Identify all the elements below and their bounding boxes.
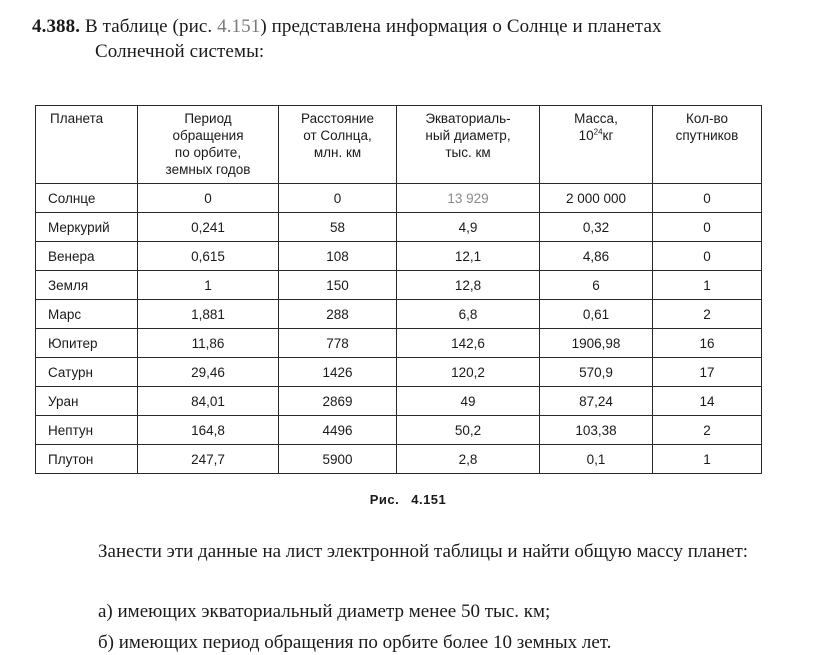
cell-moons: 0	[653, 213, 762, 242]
cell-distance: 58	[279, 213, 397, 242]
cell-period: 0,615	[138, 242, 279, 271]
table-row	[36, 358, 762, 387]
caption-prefix: Рис.	[369, 492, 400, 507]
cell-planet: Земля	[36, 271, 138, 300]
task-item-b: б) имеющих период обращения по орбите более 10 земных лет.	[98, 632, 612, 653]
table-row	[36, 329, 762, 358]
cell-planet: Сатурн	[36, 358, 138, 387]
cell-planet: Уран	[36, 387, 138, 416]
cell-moons: 16	[653, 329, 762, 358]
cell-moons: 0	[653, 184, 762, 213]
cell-mass: 0,32	[540, 213, 653, 242]
cell-moons: 2	[653, 416, 762, 445]
problem-text-line2: Солнечной системы:	[95, 41, 265, 62]
caption-number: 4.151	[411, 492, 447, 507]
table-row	[36, 300, 762, 329]
cell-period: 84,01	[138, 387, 279, 416]
cell-distance: 150	[279, 271, 397, 300]
cell-planet: Юпитер	[36, 329, 138, 358]
cell-diameter: 6,8	[397, 300, 540, 329]
cell-planet: Нептун	[36, 416, 138, 445]
task-intro: Занести эти данные на лист электронной таблицы и найти общую массу планет:	[98, 541, 749, 562]
cell-moons: 17	[653, 358, 762, 387]
cell-distance: 2869	[279, 387, 397, 416]
cell-distance: 778	[279, 329, 397, 358]
solar-system-table	[35, 105, 762, 474]
cell-planet: Марс	[36, 300, 138, 329]
cell-planet: Солнце	[36, 184, 138, 213]
cell-distance: 5900	[279, 445, 397, 474]
header-mass: Масса, $10^{24}кг$	[540, 106, 653, 184]
cell-planet: Венера	[36, 242, 138, 271]
table-row	[36, 242, 762, 271]
cell-mass: 1906,98	[540, 329, 653, 358]
cell-distance: 288	[279, 300, 397, 329]
cell-distance: 1426	[279, 358, 397, 387]
cell-diameter: 2,8	[397, 445, 540, 474]
cell-diameter: 50,2	[397, 416, 540, 445]
table-row	[36, 213, 762, 242]
cell-period: 0,241	[138, 213, 279, 242]
cell-planet: Плутон	[36, 445, 138, 474]
cell-planet: Меркурий	[36, 213, 138, 242]
cell-moons: 1	[653, 445, 762, 474]
table-row	[36, 184, 762, 213]
cell-mass: 0,1	[540, 445, 653, 474]
figure-reference: 4.151	[217, 16, 261, 37]
problem-text-start: В таблице (рис.	[84, 16, 218, 37]
cell-period: 1	[138, 271, 279, 300]
cell-moons: 1	[653, 271, 762, 300]
cell-period: 11,86	[138, 329, 279, 358]
cell-period: 0	[138, 184, 279, 213]
header-period: Период обращения по орбите, земных годов	[138, 106, 279, 184]
cell-moons: 0	[653, 242, 762, 271]
cell-mass: 103,38	[540, 416, 653, 445]
cell-diameter: 4,9	[397, 213, 540, 242]
cell-diameter: 120,2	[397, 358, 540, 387]
table-row	[36, 416, 762, 445]
problem-number: 4.388.	[32, 16, 81, 37]
table-row	[36, 445, 762, 474]
cell-mass: 4,86	[540, 242, 653, 271]
header-distance: Расстояние от Солнца, млн. км	[279, 106, 397, 184]
cell-moons: 2	[653, 300, 762, 329]
cell-mass: 6	[540, 271, 653, 300]
cell-distance: 4496	[279, 416, 397, 445]
problem-statement	[32, 14, 792, 64]
table-header-row	[36, 106, 762, 184]
cell-mass: 87,24	[540, 387, 653, 416]
cell-period: 1,881	[138, 300, 279, 329]
cell-moons: 14	[653, 387, 762, 416]
table-row	[36, 387, 762, 416]
cell-diameter: 12,8	[397, 271, 540, 300]
cell-diameter: 13 929	[397, 184, 540, 213]
problem-text-end: ) представлена информация о Солнце и планетах	[260, 16, 662, 37]
task-item-a: а) имеющих экваториальный диаметр менее 50 тыс. км;	[98, 601, 551, 622]
header-moons: Кол-во спутников	[653, 106, 762, 184]
figure-caption	[0, 492, 816, 507]
cell-mass: 2 000 000	[540, 184, 653, 213]
cell-period: 29,46	[138, 358, 279, 387]
cell-mass: 0,61	[540, 300, 653, 329]
cell-period: 247,7	[138, 445, 279, 474]
cell-distance: 0	[279, 184, 397, 213]
cell-diameter: 12,1	[397, 242, 540, 271]
header-planet: Планета	[36, 106, 138, 184]
table-row	[36, 271, 762, 300]
cell-diameter: 142,6	[397, 329, 540, 358]
cell-diameter: 49	[397, 387, 540, 416]
cell-mass: 570,9	[540, 358, 653, 387]
cell-period: 164,8	[138, 416, 279, 445]
cell-distance: 108	[279, 242, 397, 271]
header-diameter: Экваториаль- ный диаметр, тыс. км	[397, 106, 540, 184]
